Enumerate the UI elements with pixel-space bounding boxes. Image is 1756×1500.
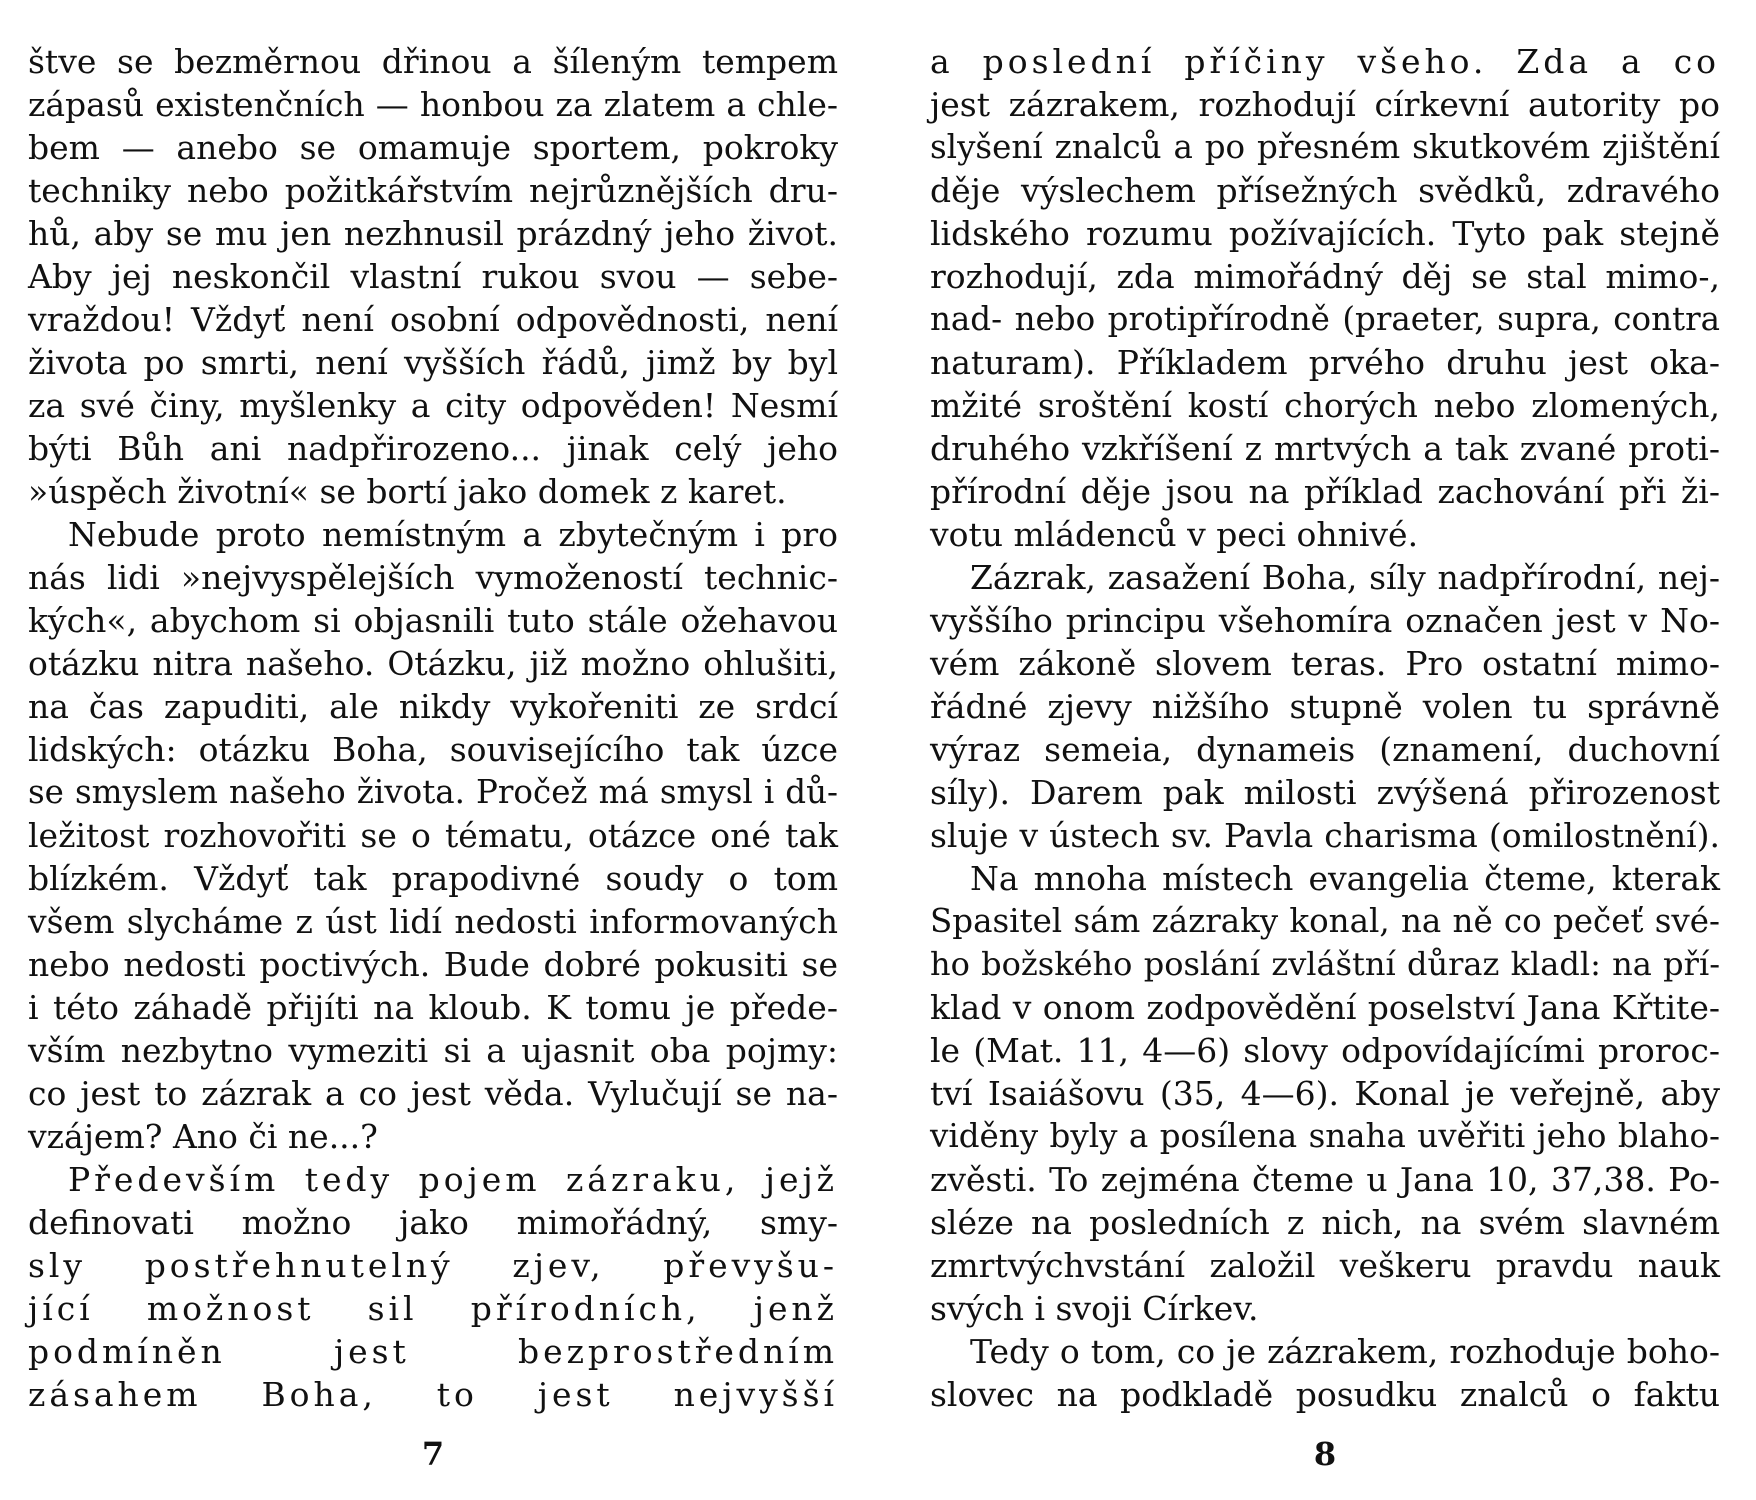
text-line: sly postřehnutelný zjev, převyšu-: [28, 1246, 838, 1285]
text-line: štve se bezměrnou dřinou a šíleným tempem: [28, 42, 838, 81]
text-line: a poslední příčiny všeho. Zda a co: [930, 42, 1720, 81]
page-number: 7: [421, 1435, 445, 1473]
text-line: zápasů existenčních — honbou za zlatem a chle-: [28, 85, 838, 124]
text-line: blízkém. Vždyť tak prapodivné soudy o tom: [28, 859, 838, 898]
left-page: [28, 40, 838, 1480]
right-page-text: [930, 40, 1720, 1416]
text-line: slovec na podkladě posudku znalců o faktu: [930, 1375, 1720, 1414]
text-line: mžité sroštění kostí chorých nebo zlomených,: [930, 386, 1720, 425]
text-line: bem — anebo se omamuje sportem, pokroky: [28, 128, 838, 167]
text-line: klad v onom zodpovědění poselství Jana Křtite-: [930, 988, 1720, 1027]
text-line: Tedy o tom, co je zázrakem, rozhoduje boho-: [970, 1332, 1720, 1371]
text-line: nebo nedosti poctivých. Bude dobré pokusiti se: [28, 945, 838, 984]
text-line: nad- nebo protipřírodně (praeter, supra, contra: [930, 300, 1720, 338]
text-line: na čas zapuditi, ale nikdy vykořeniti ze srdcí: [28, 687, 838, 726]
text-line: slyšení znalců a po přesném skutkovém zjištění: [930, 128, 1720, 166]
text-line: řádné zjevy nižšího stupně volen tu správně: [930, 687, 1720, 726]
text-line: hů, aby se mu jen nezhnusil prázdný jeho život.: [28, 214, 838, 253]
text-line: zvěsti. To zejména čteme u Jana 10, 37,38. Po-: [930, 1160, 1720, 1199]
text-line: vyššího principu všehomíra označen jest v No-: [930, 601, 1720, 640]
text-line: definovati možno jako mimořádný, smy-: [28, 1203, 838, 1242]
text-line: lidských: otázku Boha, souvisejícího tak úzce: [28, 730, 838, 769]
text-line: svých i svoji Církev.: [930, 1289, 1259, 1328]
text-line: Aby jej neskončil vlastní rukou svou — sebe-: [28, 257, 838, 296]
text-line: rozhodují, zda mimořádný děj se stal mimo-,: [930, 257, 1720, 296]
text-line: zásahem Boha, to jest nejvyšší: [28, 1375, 838, 1414]
text-line: otázku nitra našeho. Otázku, již možno ohlušiti,: [28, 644, 838, 683]
text-line: Zázrak, zasažení Boha, síly nadpřírodní, nej-: [970, 558, 1720, 597]
text-line: podmíněn jest bezprostředním: [28, 1332, 838, 1371]
text-line: le (Mat. 11, 4—6) slovy odpovídajícími proroc-: [930, 1031, 1720, 1070]
text-line: ležitost rozhovořiti se o tématu, otázce oné tak: [28, 816, 838, 855]
text-line: zmrtvýchvstání založil veškeru pravdu nauk: [930, 1246, 1720, 1285]
text-line: tví Isaiášovu (35, 4—6). Konal je veřejně, aby: [930, 1074, 1720, 1113]
text-line: Nebude proto nemístným a zbytečným i pro: [68, 515, 838, 554]
text-line: druhého vzkříšení z mrtvých a tak zvané proti-: [930, 429, 1720, 468]
text-line: se smyslem našeho života. Pročež má smysl i dů-: [28, 773, 838, 811]
text-line: vším nezbytno vymeziti si a ujasnit oba pojmy:: [28, 1031, 838, 1070]
text-line: votu mládenců v peci ohnivé.: [930, 515, 1419, 554]
text-line: viděny byly a posílena snaha uvěřiti jeho blaho-: [930, 1117, 1720, 1155]
text-line: výraz semeia, dynameis (znamení, duchovní: [930, 730, 1720, 769]
text-line: jící možnost sil přírodních, jenž: [28, 1289, 838, 1328]
text-line: všem slycháme z úst lidí nedosti informovaných: [28, 902, 838, 941]
text-line: býti Bůh ani nadpřirozeno... jinak celý jeho: [28, 429, 838, 468]
text-line: co jest to zázrak a co jest věda. Vylučují se na-: [28, 1074, 838, 1113]
text-line: sléze na posledních z nich, na svém slavném: [930, 1203, 1720, 1242]
text-line: přírodní děje jsou na příklad zachování při ži-: [930, 472, 1720, 511]
text-line: děje výslechem přísežných svědků, zdravého: [930, 171, 1720, 210]
text-line: vraždou! Vždyť není osobní odpovědnosti, není: [28, 300, 838, 339]
text-line: života po smrti, není vyšších řádů, jimž by byl: [28, 343, 838, 382]
text-line: »úspěch životní« se bortí jako domek z karet.: [28, 472, 787, 511]
text-line: Na mnoha místech evangelia čteme, kterak: [970, 859, 1720, 898]
page-number: 8: [1313, 1435, 1337, 1473]
text-line: i této záhadě přijíti na kloub. K tomu je přede-: [28, 988, 838, 1027]
right-page: [930, 40, 1720, 1480]
text-line: ho božského poslání zvláštní důraz kladl: na pří-: [930, 945, 1720, 983]
text-line: Spasitel sám zázraky konal, na ně co pečeť své-: [930, 902, 1720, 940]
left-page-text: [28, 40, 838, 1416]
text-line: techniky nebo požitkářstvím nejrůznějších dru-: [28, 171, 838, 210]
text-line: jest zázrakem, rozhodují církevní autority po: [930, 85, 1720, 124]
text-line: Především tedy pojem zázraku, jejž: [68, 1160, 838, 1199]
text-line: vém zákoně slovem teras. Pro ostatní mimo-: [930, 644, 1720, 683]
text-line: síly). Darem pak milosti zvýšená přirozenost: [930, 773, 1720, 812]
text-line: naturam). Příkladem prvého druhu jest oka-: [930, 343, 1720, 382]
text-line: za své činy, myšlenky a city odpověden! Nesmí: [28, 386, 838, 425]
text-line: lidského rozumu požívajících. Tyto pak stejně: [930, 214, 1720, 253]
text-line: nás lidi »nejvyspělejších vymožeností technic-: [28, 558, 838, 597]
text-line: sluje v ústech sv. Pavla charisma (omilostnění).: [930, 816, 1720, 855]
text-line: kých«, abychom si objasnili tuto stále ožehavou: [28, 601, 838, 640]
text-line: vzájem? Ano či ne...?: [28, 1117, 378, 1156]
